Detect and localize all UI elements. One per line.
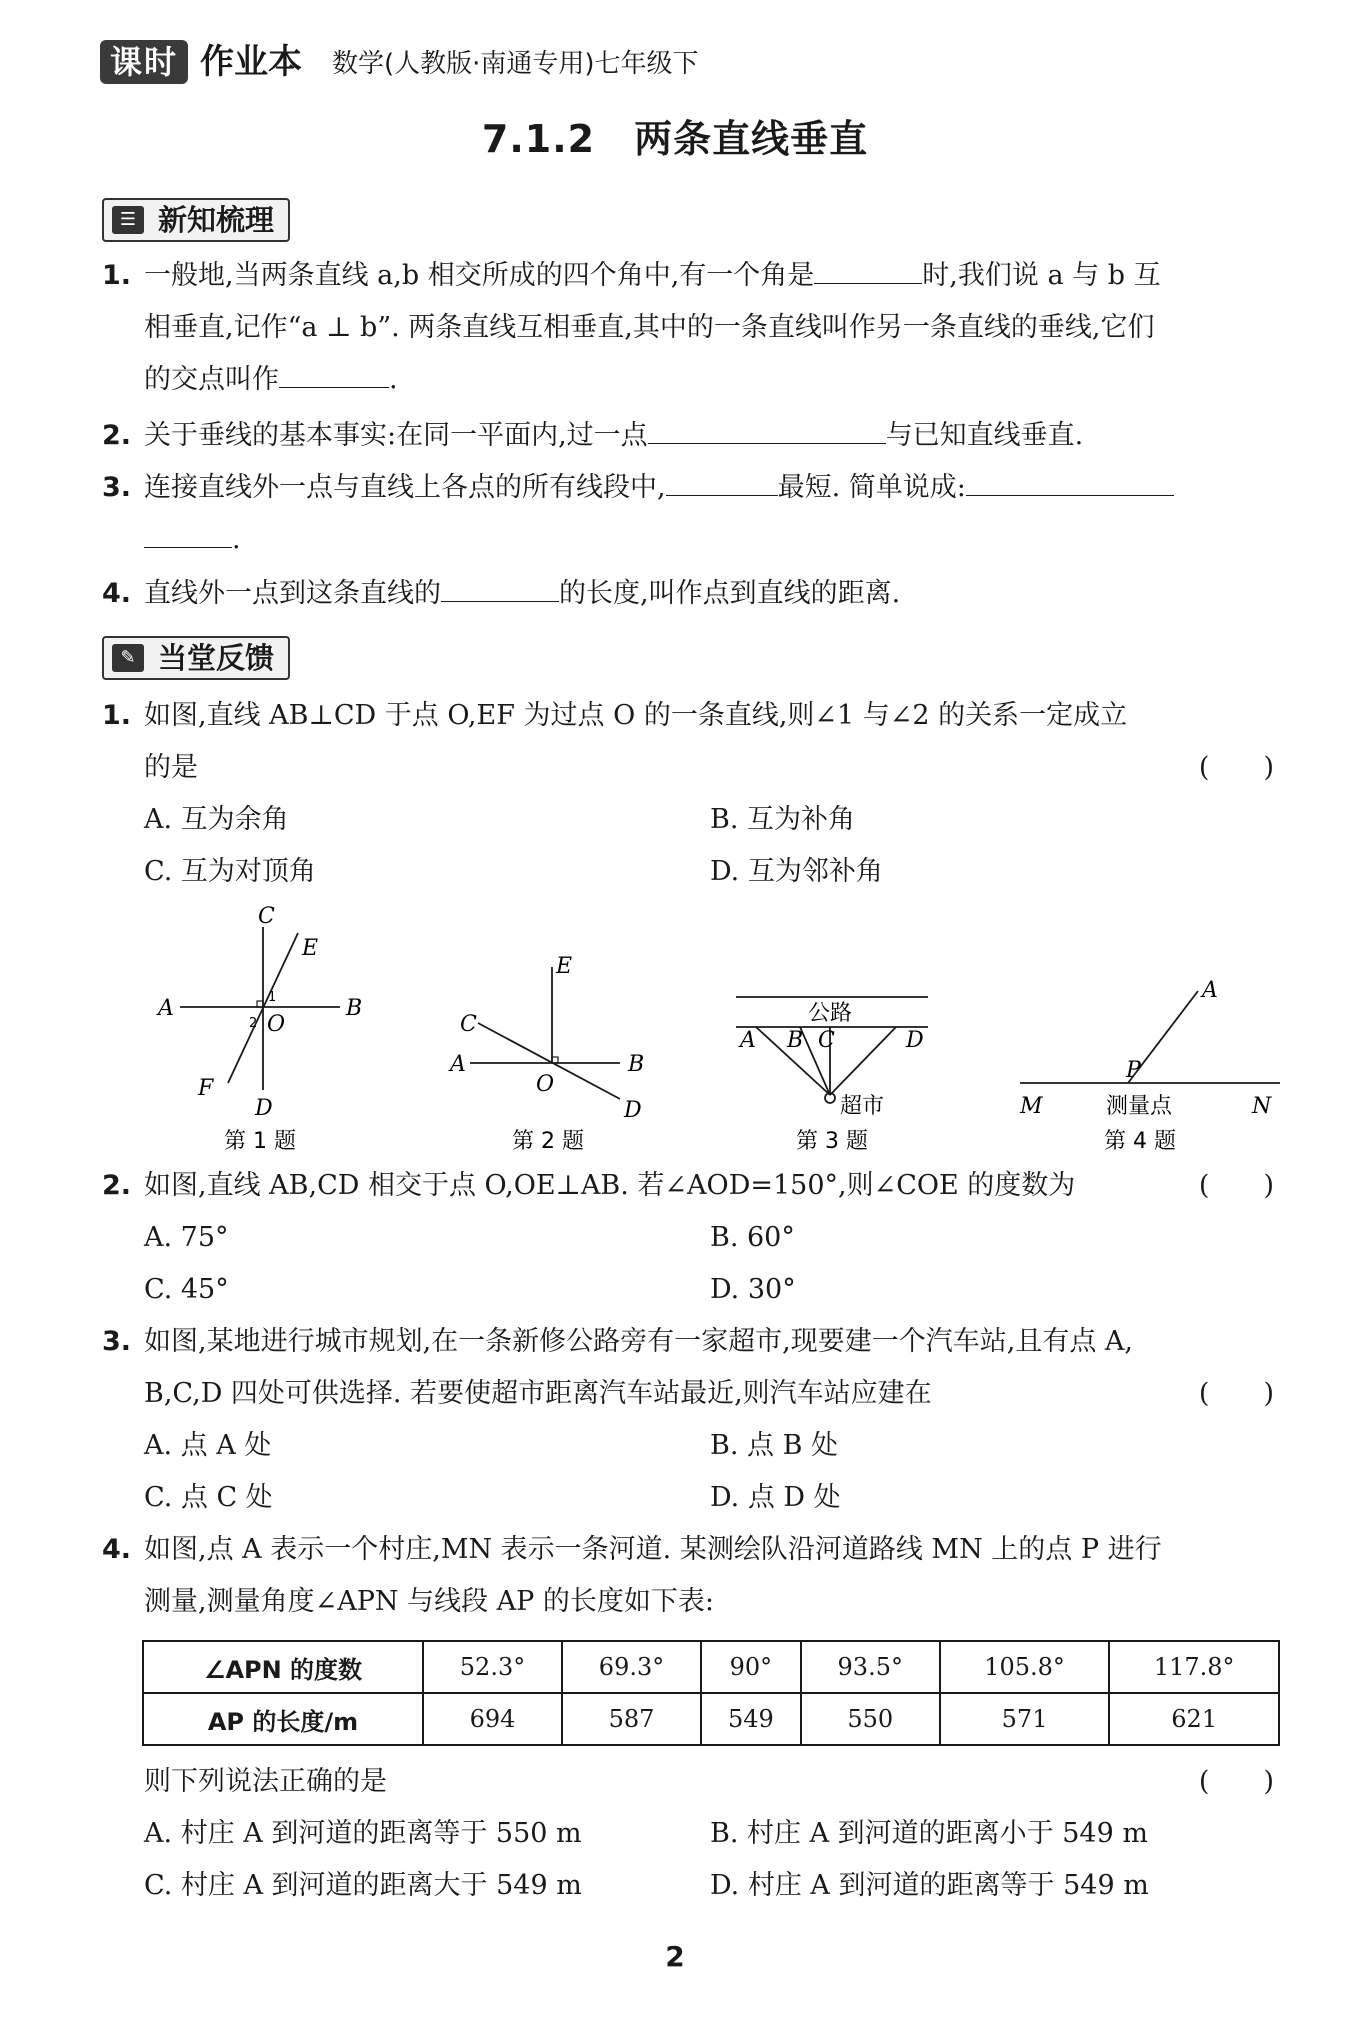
option-c[interactable]: C. 45° xyxy=(144,1274,229,1305)
fig3-label-c: C xyxy=(818,1028,835,1053)
answer-paren[interactable]: ( ) xyxy=(1198,1170,1274,1201)
fig3-label-b: B xyxy=(787,1028,804,1053)
fig1-label-c: C xyxy=(258,905,275,929)
item-number: 3. xyxy=(102,472,132,503)
figure-1-caption: 第 1 题 xyxy=(224,1129,296,1154)
text-segment: 如图,某地进行城市规划,在一条新修公路旁有一家超市,现要建一个汽车站,且有点 A, xyxy=(144,1326,1133,1357)
fig3-label-a: A xyxy=(740,1028,756,1053)
table-cell: 587 xyxy=(562,1693,701,1745)
fig4-label-p: P xyxy=(1126,1058,1141,1083)
text-segment: 时,我们说 a 与 b 互 xyxy=(922,260,1161,291)
answer-blank[interactable] xyxy=(966,465,1174,496)
item-number: 1. xyxy=(102,260,132,291)
text-segment: 测量,测量角度∠APN 与线段 AP 的长度如下表: xyxy=(144,1586,715,1617)
fig1-label-d: D xyxy=(255,1096,273,1121)
text-segment: 则下列说法正确的是 xyxy=(144,1766,387,1797)
table-cell: 105.8° xyxy=(940,1641,1110,1693)
figure-3-caption: 第 3 题 xyxy=(796,1129,868,1154)
table-cell: 117.8° xyxy=(1109,1641,1279,1693)
option-a[interactable]: A. 75° xyxy=(144,1222,229,1253)
option-d[interactable]: D. 互为邻补角 xyxy=(710,856,883,887)
answer-blank[interactable] xyxy=(648,413,886,444)
table-row xyxy=(143,1693,1279,1745)
question-number: 2. xyxy=(102,1170,132,1201)
fig3-label-d: D xyxy=(906,1028,924,1053)
book-subject: 数学(人教版·南通专用)七年级下 xyxy=(332,49,699,79)
section-header-feedback xyxy=(102,636,290,680)
section-header-new-knowledge xyxy=(102,198,290,242)
knowledge-item-1 xyxy=(102,250,1282,406)
text-segment: 关于垂线的基本事实:在同一平面内,过一点 xyxy=(144,420,648,451)
book-title: 作业本 xyxy=(200,42,302,82)
fig1-label-b: B xyxy=(346,996,363,1021)
fig1-angle-2: 2 xyxy=(249,1016,258,1031)
fig3-market-label: 超市 xyxy=(840,1094,885,1119)
fig4-point-label: 测量点 xyxy=(1106,1094,1173,1119)
option-b[interactable]: B. 点 B 处 xyxy=(710,1430,839,1461)
option-b[interactable]: B. 互为补角 xyxy=(710,804,856,835)
measurement-table xyxy=(142,1640,1280,1746)
figure-4-diagram xyxy=(1020,991,1280,1083)
answer-paren[interactable]: ( ) xyxy=(1198,752,1274,783)
fig2-label-b: B xyxy=(628,1052,645,1077)
table-row-header: ∠APN 的度数 xyxy=(143,1641,423,1693)
text-segment: 最短. 简单说成: xyxy=(777,472,966,503)
text-segment: 一般地,当两条直线 a,b 相交所成的四个角中,有一个角是 xyxy=(144,260,815,291)
fig4-label-a: A xyxy=(1202,978,1218,1003)
table-cell: 93.5° xyxy=(801,1641,940,1693)
fig1-label-e: E xyxy=(302,936,319,961)
table-row-header: AP 的长度/m xyxy=(143,1693,423,1745)
answer-paren[interactable]: ( ) xyxy=(1198,1378,1274,1409)
text-segment: 的是 xyxy=(144,752,198,783)
item-text xyxy=(144,462,1284,566)
question-4 xyxy=(102,1524,1282,1628)
option-c[interactable]: C. 互为对顶角 xyxy=(144,856,316,887)
table-row xyxy=(143,1641,1279,1693)
page-number: 2 xyxy=(665,1940,685,1973)
knowledge-item-3 xyxy=(102,462,1282,566)
fig2-label-c: C xyxy=(460,1012,477,1037)
text-segment: 与已知直线垂直. xyxy=(885,420,1084,451)
question-2 xyxy=(102,1160,1282,1212)
text-segment: 如图,点 A 表示一个村庄,MN 表示一条河道. 某测绘队沿河道路线 MN 上的点 P 进行 xyxy=(144,1534,1162,1565)
answer-blank[interactable] xyxy=(144,517,232,548)
option-c[interactable]: C. 村庄 A 到河道的距离大于 549 m xyxy=(144,1870,582,1901)
answer-blank[interactable] xyxy=(441,571,559,602)
knowledge-item-4 xyxy=(102,568,1282,620)
text-segment: 如图,直线 AB⊥CD 于点 O,EF 为过点 O 的一条直线,则∠1 与∠2 的关系一定成立 xyxy=(144,700,1128,731)
option-d[interactable]: D. 点 D 处 xyxy=(710,1482,841,1513)
text-segment: 的交点叫作 xyxy=(144,364,279,395)
fig2-label-a: A xyxy=(450,1052,466,1077)
section-label: 当堂反馈 xyxy=(158,641,275,675)
option-a[interactable]: A. 点 A 处 xyxy=(144,1430,272,1461)
text-segment: 的长度,叫作点到直线的距离. xyxy=(559,578,901,609)
question-text xyxy=(144,1756,1284,1808)
fig1-label-o: O xyxy=(267,1012,286,1037)
table-cell: 52.3° xyxy=(423,1641,562,1693)
text-segment: . xyxy=(389,364,398,395)
answer-blank[interactable] xyxy=(279,357,389,388)
answer-paren[interactable]: ( ) xyxy=(1198,1766,1274,1797)
series-logo: 课时 xyxy=(100,40,188,84)
option-b[interactable]: B. 60° xyxy=(710,1222,795,1253)
fig1-angle-1: 1 xyxy=(268,990,277,1005)
table-cell: 90° xyxy=(701,1641,801,1693)
item-text xyxy=(144,568,1284,620)
text-segment: 相垂直,记作“a ⊥ b”. 两条直线互相垂直,其中的一条直线叫作另一条直线的垂线,它们 xyxy=(144,312,1155,343)
knowledge-item-2 xyxy=(102,410,1282,462)
table-cell: 694 xyxy=(423,1693,562,1745)
question-4-prompt xyxy=(102,1756,1282,1808)
question-number: 4. xyxy=(102,1534,132,1565)
item-number: 2. xyxy=(102,420,132,451)
text-segment: 如图,直线 AB,CD 相交于点 O,OE⊥AB. 若∠AOD=150°,则∠COE 的度数为 xyxy=(144,1170,1076,1201)
fig3-road-label: 公路 xyxy=(808,1001,853,1026)
figure-2-caption: 第 2 题 xyxy=(512,1129,584,1154)
figures-row xyxy=(140,905,1300,1155)
question-text xyxy=(144,1160,1284,1212)
fig2-label-o: O xyxy=(536,1072,555,1097)
answer-blank[interactable] xyxy=(814,253,922,284)
book-icon: ☰ xyxy=(112,206,144,234)
figure-4-caption: 第 4 题 xyxy=(1104,1129,1176,1154)
fig2-label-d: D xyxy=(624,1098,642,1123)
table-cell: 69.3° xyxy=(562,1641,701,1693)
answer-blank[interactable] xyxy=(666,465,778,496)
fig4-label-m: M xyxy=(1020,1094,1043,1119)
text-segment: 直线外一点到这条直线的 xyxy=(144,578,441,609)
text-segment: B,C,D 四处可供选择. 若要使超市距离汽车站最近,则汽车站应建在 xyxy=(144,1378,932,1409)
page-title: 7.1.2 两条直线垂直 xyxy=(481,117,869,161)
table-cell: 621 xyxy=(1109,1693,1279,1745)
table-cell: 550 xyxy=(801,1693,940,1745)
item-text xyxy=(144,410,1284,462)
table-cell: 549 xyxy=(701,1693,801,1745)
text-segment: 连接直线外一点与直线上各点的所有线段中, xyxy=(144,472,666,503)
option-d[interactable]: D. 村庄 A 到河道的距离等于 549 m xyxy=(710,1870,1149,1901)
question-text xyxy=(144,1316,1284,1420)
question-text xyxy=(144,1524,1284,1628)
fig1-label-f: F xyxy=(198,1076,214,1101)
text-segment: . xyxy=(232,524,241,555)
question-number: 1. xyxy=(102,700,132,731)
item-number: 4. xyxy=(102,578,132,609)
option-d[interactable]: D. 30° xyxy=(710,1274,796,1305)
option-c[interactable]: C. 点 C 处 xyxy=(144,1482,273,1513)
option-a[interactable]: A. 村庄 A 到河道的距离等于 550 m xyxy=(144,1818,582,1849)
option-a[interactable]: A. 互为余角 xyxy=(144,804,289,835)
fig4-label-n: N xyxy=(1252,1094,1272,1119)
table-cell: 571 xyxy=(940,1693,1110,1745)
fig2-label-e: E xyxy=(556,954,573,979)
question-1 xyxy=(102,690,1282,794)
fig1-label-a: A xyxy=(158,996,174,1021)
section-label: 新知梳理 xyxy=(158,203,275,237)
pencil-icon: ✎ xyxy=(112,644,144,672)
question-number: 3. xyxy=(102,1326,132,1357)
item-text xyxy=(144,250,1284,406)
question-text xyxy=(144,690,1284,794)
question-3 xyxy=(102,1316,1282,1420)
option-b[interactable]: B. 村庄 A 到河道的距离小于 549 m xyxy=(710,1818,1148,1849)
